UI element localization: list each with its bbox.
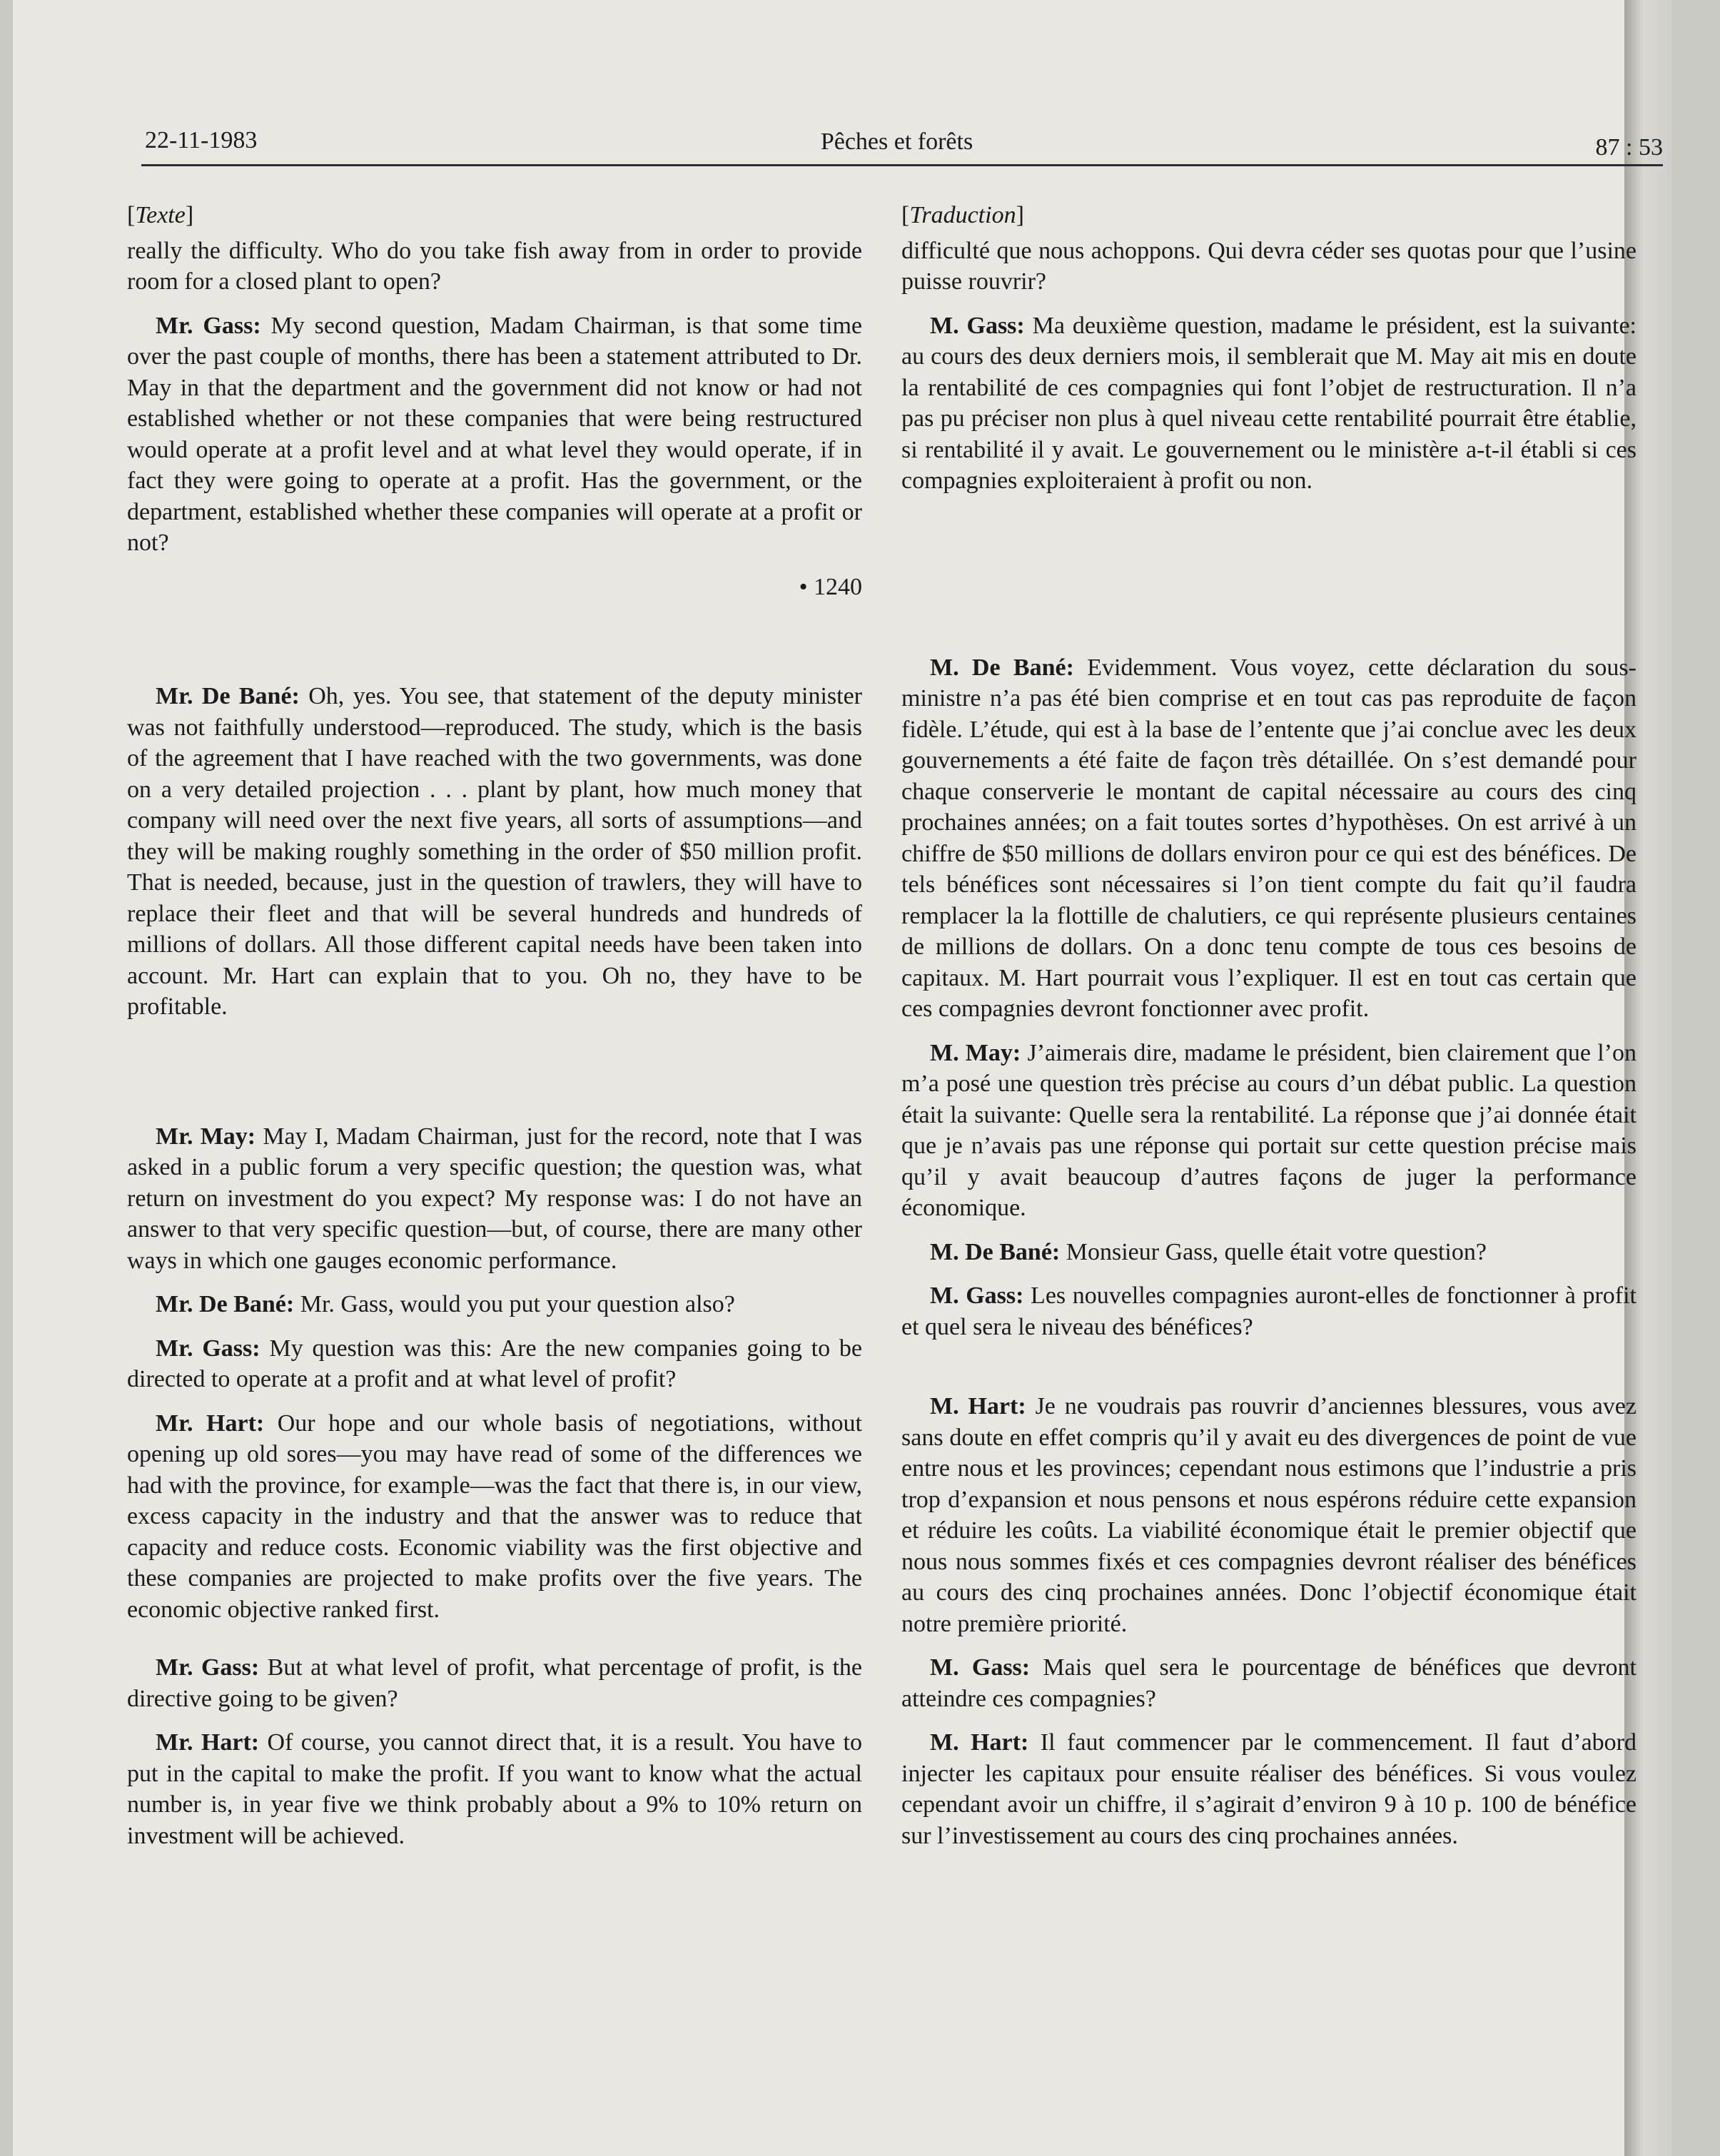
header-date: 22-11-1983: [145, 127, 258, 153]
speaker-name: Mr. Gass:: [156, 312, 261, 339]
speaker-name: M. De Bané:: [930, 1238, 1061, 1265]
speaker-name: M. Hart:: [930, 1729, 1029, 1756]
speaker-name: M. Hart:: [930, 1393, 1026, 1419]
document-page: [13, 0, 1672, 2156]
speaker-name: Mr. Hart:: [156, 1410, 265, 1437]
french-column: [901, 200, 1636, 1864]
speaker-name: M. May:: [930, 1039, 1021, 1066]
header-rule: [141, 164, 1663, 166]
language-label: [Texte]: [127, 202, 194, 228]
page-header: [131, 121, 1663, 164]
header-page-number: 87 : 53: [1595, 134, 1663, 161]
paragraph: M. Gass: Mais quel sera le pourcentage de bénéfices que devront atteindre ces compagnies?: [901, 1654, 1636, 1712]
paragraph: M. Hart: Je ne voudrais pas rouvrir d’anciennes blessures, vous avez sans doute en effet compris qu’il y avait eu des divergences de point de vue entre nous et les provinces; cependant nous estimons que l’industrie a pris trop d’expansion et nous pensons et nous espérons réduire cette expansion et réduire les coûts. La viabilité économique était le premier objectif que nous nous sommes fixés et ces compagnies devront réaliser des bénéfices au cours des cinq prochaines années. Donc l’objectif économique était notre première priorité.: [901, 1393, 1636, 1637]
paragraph: Mr. May: May I, Madam Chairman, just for the record, note that I was asked in a public forum a very specific question; the question was, what return on investment do you expect? My response was: I do not have an answer to that very specific question—but, of course, there are many other ways in which one gauges economic performance.: [127, 1123, 862, 1274]
paragraph: Mr. Gass: But at what level of profit, what percentage of profit, is the directive going to be given?: [127, 1654, 863, 1712]
speaker-name: Mr. Hart:: [156, 1729, 260, 1756]
speaker-name: M. De Bané:: [930, 654, 1074, 681]
speaker-name: Mr. Gass:: [156, 1654, 260, 1681]
language-label: [Traduction]: [901, 202, 1024, 228]
paragraph: Mr. Gass: My question was this: Are the new companies going to be directed to operate at a profit and at what level of profit?: [127, 1335, 863, 1392]
speaker-name: Mr. Gass:: [156, 1335, 260, 1362]
speaker-name: M. Gass:: [930, 312, 1025, 339]
header-title: Pêches et forêts: [820, 128, 973, 155]
paragraph: M. Gass: Ma deuxième question, madame le président, est la suivante: au cours des deux derniers mois, il semblerait que M. May ait mis en doute la rentabilité de ces compagnies qui font l’objet de restructuration. Il n’a pas pu préciser non plus à quel niveau cette rentabilité pourrait être établie, si rentabilité il y avait. Le gouvernement ou le ministère a-t-il établi si ces compagnies exploiteraient à profit ou non.: [901, 312, 1637, 494]
paragraph: difficulté que nous achoppons. Qui devra céder ses quotas pour que l’usine puisse rouvrir?: [901, 237, 1636, 295]
paragraph: M. De Bané: Monsieur Gass, quelle était votre question?: [930, 1238, 1487, 1265]
paragraph: M. Gass: Les nouvelles compagnies auront-elles de fonctionner à profit et quel sera le niveau des bénéfices?: [901, 1282, 1637, 1340]
paragraph: Mr. De Bané: Mr. Gass, would you put your question also?: [156, 1291, 735, 1317]
paragraph: M. De Bané: Evidemment. Vous voyez, cette déclaration du sous-ministre n’a pas été bien comprise et en tout cas pas reproduite de façon fidèle. L’étude, qui est à la base de l’entente que j’ai conclue avec les deux gouvernements a été faite de façon très détaillée. On s’est demandé pour chaque conserverie le montant de capital nécessaire au cours des cinq prochaines années; on a fait toutes sortes d’hypothèses. On est arrivé à un chiffre de $50 millions de dollars environ pour ce qui est des bénéfices. De tels bénéfices sont nécessaires si l’on tient compte du fait qu’il faudra remplacer la la flottille de chalutiers, ce qui représente plusieurs centaines de millions de dollars. On a donc tenu compte de tous ces besoins de capitaux. M. Hart pourrait vous l’expliquer. Il est en tout cas certain que ces compagnies devront fonctionner avec profit.: [901, 654, 1636, 1022]
speaker-name: Mr. May:: [156, 1123, 256, 1150]
speaker-name: M. Gass:: [930, 1654, 1031, 1681]
paragraph: Mr. Gass: My second question, Madam Chairman, is that some time over the past couple of months, there has been a statement attributed to Dr. May in that the department and the government did not know or had not established whether or not these companies that were being restructured would operate at a profit level and at what level they would operate, if in fact they were going to operate at a profit. Has the government, or the department, established whether these companies will operate at a profit or not?: [127, 312, 863, 556]
paragraph: Mr. De Bané: Oh, yes. You see, that statement of the deputy minister was not faithfully understood—reproduced. The study, which is the basis of the agreement that I have reached with the two governments, was done on a very detailed projection . . . plant by plant, how much money that company will need over the next five years, all sorts of assumptions—and they will be making roughly something in the order of $50 million profit. That is needed, because, just in the question of trawlers, they will have to replace their fleet and that will be several hundreds and hundreds of millions of dollars. All those different capital needs have been taken into account. Mr. Hart can explain that to you. Oh no, they have to be profitable.: [127, 683, 862, 1020]
paragraph: M. May: J’aimerais dire, madame le président, bien clairement que l’on m’a posé une question très précise au cours d’un débat public. La question était la suivante: Quelle sera la rentabilité. La réponse que j’ai donnée était que je n’avais pas une réponse qui portait sur cette question précise mais qu’il y avait beaucoup d’autres façons de juger la performance économique.: [901, 1039, 1637, 1221]
speaker-name: M. Gass:: [930, 1282, 1024, 1309]
paragraph: Mr. Hart: Of course, you cannot direct that, it is a result. You have to put in the capital to make the profit. If you want to know what the actual number is, in year five we think probably about a 9% to 10% return on investment will be achieved.: [127, 1729, 862, 1849]
time-marker: • 1240: [799, 573, 862, 600]
english-column: [127, 200, 862, 1864]
speaker-name: Mr. De Bané:: [156, 1291, 295, 1317]
paragraph: Mr. Hart: Our hope and our whole basis of negotiations, without opening up old sores—you may have read of some of the differences we had with the province, for example—was the fact that there is, in our view, excess capacity in the industry and that the answer was to reduce that capacity and reduce costs. Economic viability was the first objective and these companies are projected to make profits over the five years. The economic objective ranked first.: [127, 1410, 863, 1623]
paragraph: really the difficulty. Who do you take fish away from in order to provide room for a closed plant to open?: [127, 237, 862, 295]
paragraph: M. Hart: Il faut commencer par le commencement. Il faut d’abord injecter les capitaux pour ensuite réaliser des bénéfices. Si vous voulez cependant avoir un chiffre, il s’agirait d’environ 9 à 10 p. 100 de bénéfice sur l’investissement au cours des cinq prochaines années.: [901, 1729, 1637, 1849]
speaker-name: Mr. De Bané:: [156, 683, 300, 709]
